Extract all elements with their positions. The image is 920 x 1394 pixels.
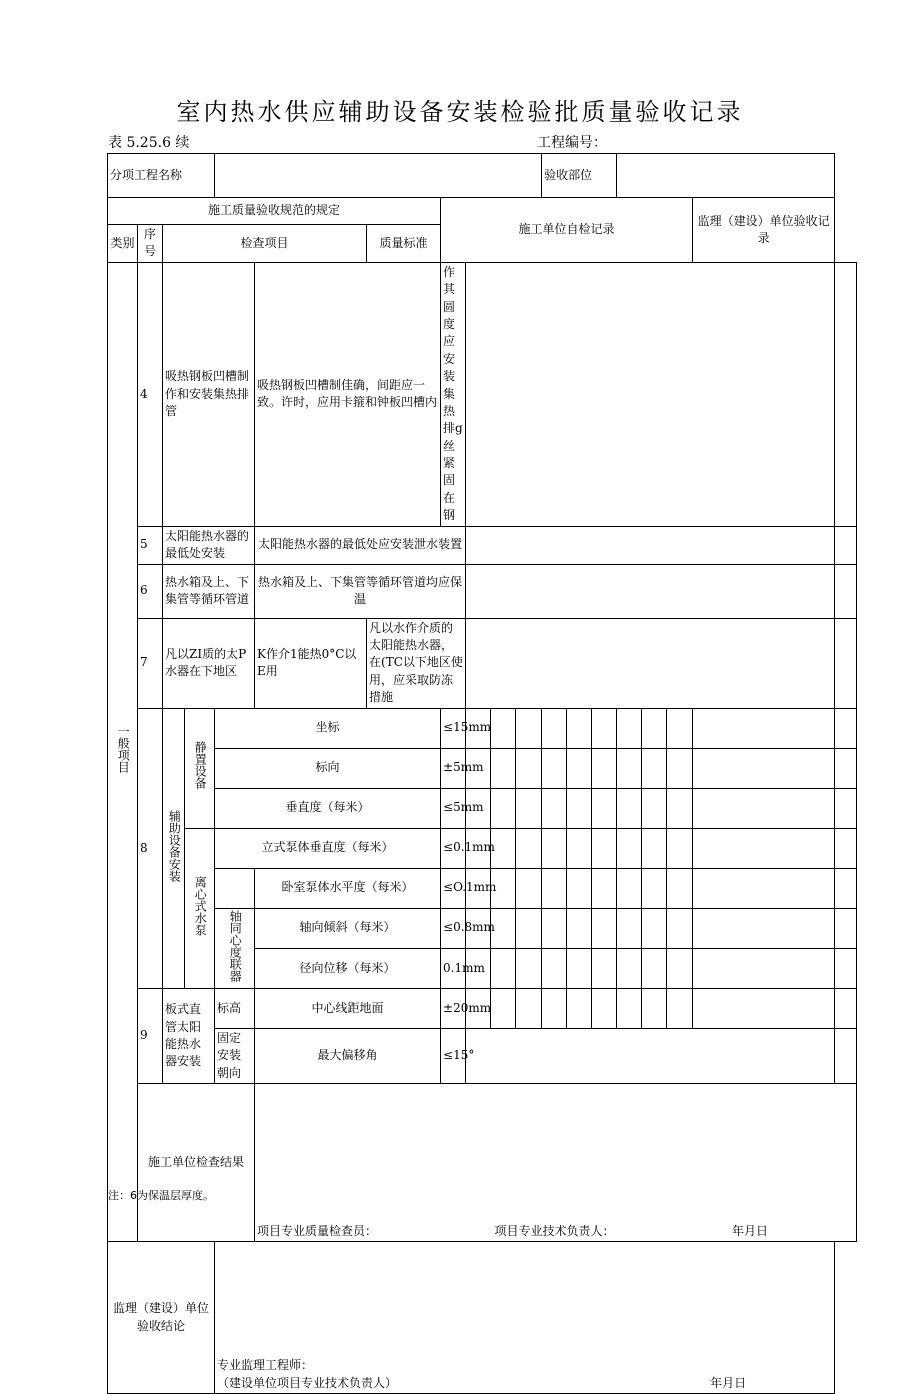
- table-row: [108, 708, 857, 748]
- header-row: [108, 154, 857, 198]
- supervision-cell[interactable]: [835, 748, 857, 788]
- quality-standard: ≤5mm: [441, 788, 466, 828]
- measure-cell[interactable]: [592, 988, 617, 1028]
- measure-cell[interactable]: [642, 748, 667, 788]
- measure-cell[interactable]: [542, 948, 567, 988]
- table-row: [108, 868, 857, 908]
- construction-result-label: 施工单位检查结果: [138, 1084, 255, 1242]
- owner-rep-label: （建设单位项目专业技术负责人）: [217, 1375, 398, 1390]
- measure-cell[interactable]: [567, 948, 592, 988]
- measure-cell[interactable]: [542, 868, 567, 908]
- row-seq: 9: [138, 988, 163, 1083]
- row-seq: 7: [138, 618, 163, 708]
- supervision-cell[interactable]: [835, 948, 857, 988]
- measure-cell[interactable]: [693, 948, 835, 988]
- tech-leader-label: 项目专业技术负责人：: [494, 1223, 615, 1238]
- check-item: 卧室泵体水平度（每米）: [255, 868, 441, 908]
- row9-group: 板式直管太阳能热水器安装: [163, 988, 215, 1083]
- measure-cell[interactable]: [516, 908, 542, 948]
- quality-standard: ≤O.1mm: [441, 868, 466, 908]
- measure-cell[interactable]: [592, 748, 617, 788]
- row-item: 太阳能热水器的最低处安装: [163, 526, 255, 564]
- row-std: 太阳能热水器的最低处应安装泄水装置: [255, 526, 466, 564]
- table-row: [108, 748, 857, 788]
- self-check-label: 施工单位自检记录: [441, 198, 693, 263]
- measure-cell[interactable]: [542, 788, 567, 828]
- quality-std-label: 质量标准: [367, 225, 441, 263]
- supervision-cell[interactable]: [835, 564, 857, 618]
- measure-cell[interactable]: [617, 748, 642, 788]
- coupling-label: 轴同心度联器: [215, 908, 255, 988]
- measure-cell[interactable]: [567, 708, 592, 748]
- check-item: 径向位移（每米）: [255, 948, 441, 988]
- measure-cell[interactable]: [516, 948, 542, 988]
- acceptance-part-value[interactable]: [617, 154, 835, 198]
- measure-cell[interactable]: [667, 748, 693, 788]
- supervision-conclusion-label: 监理（建设）单位验收结论: [108, 1242, 215, 1394]
- supervision-cell[interactable]: [835, 1028, 857, 1083]
- table-row: [108, 828, 857, 868]
- measure-cell[interactable]: [617, 948, 642, 988]
- measure-cell[interactable]: [693, 748, 835, 788]
- supervision-cell[interactable]: [835, 262, 857, 526]
- project-number-label: 工程编号：: [537, 135, 607, 151]
- subproject-label: 分项工程名称: [108, 154, 215, 198]
- supervision-cell[interactable]: [835, 526, 857, 564]
- supervision-cell[interactable]: [835, 828, 857, 868]
- supervision-conclusion-row: [108, 1242, 857, 1394]
- category-general: 一般项目: [108, 262, 138, 1241]
- row-std: 凡以水作介质的太阳能热水器，在(TC以下地区使用，应采取防冻措施: [367, 618, 466, 708]
- measure-cell[interactable]: [592, 948, 617, 988]
- measure-cell[interactable]: [542, 708, 567, 748]
- quality-standard: ≤0.1mm: [441, 828, 466, 868]
- measure-cell[interactable]: [592, 788, 617, 828]
- table-row: [108, 908, 857, 948]
- measure-cell[interactable]: [542, 988, 567, 1028]
- row-item: 凡以ZI质的太P水器在下地区: [163, 618, 255, 708]
- row-seq: 6: [138, 564, 163, 618]
- table-row: [108, 788, 857, 828]
- measure-cell[interactable]: [667, 868, 693, 908]
- centrifugal-pump-label: 离心式水泵: [185, 828, 215, 988]
- measure-cell[interactable]: [567, 908, 592, 948]
- measure-cell[interactable]: [542, 748, 567, 788]
- table-row: [108, 618, 857, 708]
- measure-cell[interactable]: [542, 828, 567, 868]
- static-equipment-label: 静置设备: [185, 708, 215, 828]
- supervision-cell[interactable]: [835, 788, 857, 828]
- measure-cell[interactable]: [592, 708, 617, 748]
- self-check-cell[interactable]: [466, 1028, 835, 1083]
- measure-cell[interactable]: [516, 988, 542, 1028]
- self-check-cell[interactable]: [466, 262, 835, 526]
- measure-cell[interactable]: [642, 988, 667, 1028]
- construction-result-cell[interactable]: [255, 1084, 857, 1242]
- check-item: 立式泵体垂直度（每米）: [215, 828, 441, 868]
- measure-cell[interactable]: [592, 828, 617, 868]
- measure-cell[interactable]: [617, 868, 642, 908]
- measure-cell[interactable]: [617, 908, 642, 948]
- measure-cell[interactable]: [693, 828, 835, 868]
- supervision-date: 年月日: [710, 1375, 747, 1390]
- table-row: [108, 564, 857, 618]
- row-seq: 5: [138, 526, 163, 564]
- blank-cell: [215, 868, 255, 908]
- measure-cell[interactable]: [693, 868, 835, 908]
- measure-cell[interactable]: [693, 708, 835, 748]
- supervision-cell[interactable]: [835, 868, 857, 908]
- acceptance-part-label: 验收部位: [542, 154, 617, 198]
- measure-cell[interactable]: [642, 948, 667, 988]
- category-label: 类别: [108, 225, 138, 263]
- measure-cell[interactable]: [693, 988, 835, 1028]
- measure-cell[interactable]: [516, 748, 542, 788]
- supervision-cell[interactable]: [835, 988, 857, 1028]
- row9-sub2: 固定安装朝向: [215, 1028, 255, 1083]
- subproject-value[interactable]: [215, 154, 542, 198]
- measure-cell[interactable]: [693, 908, 835, 948]
- table-number: 表 5.25.6 续: [108, 135, 190, 151]
- table-row: [108, 526, 857, 564]
- measure-cell[interactable]: [693, 788, 835, 828]
- measure-cell[interactable]: [542, 908, 567, 948]
- supervision-cell[interactable]: [835, 708, 857, 748]
- row9-sub1: 标高: [215, 988, 255, 1028]
- measure-cell[interactable]: [567, 748, 592, 788]
- measure-cell[interactable]: [491, 988, 516, 1028]
- page-title: 室内热水供应辅助设备安装检验批质量验收记录: [176, 98, 744, 126]
- measure-cell[interactable]: [491, 948, 516, 988]
- measure-cell[interactable]: [617, 828, 642, 868]
- supervision-label: 监理（建设）单位验收记录: [693, 198, 835, 263]
- row-std-extra: 作其圆度应安装集热排g丝紧固在钢: [441, 262, 466, 526]
- measure-cell[interactable]: [667, 828, 693, 868]
- check-item-label: 检查项目: [163, 225, 367, 263]
- supervising-engineer-label: 专业监理工程师：: [217, 1358, 314, 1373]
- measure-cell[interactable]: [516, 788, 542, 828]
- construction-result-row: [108, 1084, 857, 1242]
- measure-cell[interactable]: [667, 948, 693, 988]
- quality-standard: ±20mm: [441, 988, 466, 1028]
- construction-date: 年月日: [731, 1223, 768, 1238]
- measure-cell[interactable]: [567, 788, 592, 828]
- quality-standard: ±5mm: [441, 748, 466, 788]
- quality-inspector-label: 项目专业质量检查员：: [257, 1223, 378, 1238]
- self-check-cell[interactable]: [466, 526, 835, 564]
- row-seq: 8: [138, 708, 163, 988]
- supervision-cell[interactable]: [835, 908, 857, 948]
- measure-cell[interactable]: [667, 708, 693, 748]
- table-row: [108, 1028, 857, 1083]
- check-item: 轴向倾斜（每米）: [255, 908, 441, 948]
- row8-group: 辅助设备安装: [163, 708, 185, 988]
- measure-cell[interactable]: [642, 828, 667, 868]
- table-row: [108, 262, 857, 526]
- check-item: 中心线距地面: [255, 988, 441, 1028]
- row-item: 热水箱及上、下集管等循环管道: [163, 564, 255, 618]
- measure-cell[interactable]: [592, 908, 617, 948]
- measure-cell[interactable]: [617, 708, 642, 748]
- quality-standard: ≤0.8mm: [441, 908, 466, 948]
- measure-cell[interactable]: [516, 708, 542, 748]
- row-item-extra: K作介1能热0°C以E用: [255, 618, 367, 708]
- measure-cell[interactable]: [516, 868, 542, 908]
- measure-cell[interactable]: [567, 988, 592, 1028]
- row-item: 吸热钢板凹槽制作和安装集热排管: [163, 262, 255, 526]
- measure-cell[interactable]: [617, 788, 642, 828]
- quality-standard: ≤15°: [441, 1028, 466, 1083]
- spec-label: 施工质量验收规范的规定: [108, 198, 441, 225]
- quality-standard: ≤15mm: [441, 708, 466, 748]
- measure-cell[interactable]: [667, 908, 693, 948]
- measure-cell[interactable]: [667, 788, 693, 828]
- table-row: [108, 988, 857, 1028]
- acceptance-record-table: [107, 153, 857, 1394]
- supervision-conclusion-cell[interactable]: [215, 1242, 835, 1394]
- quality-standard: 0.1mm: [441, 948, 466, 988]
- measure-cell[interactable]: [592, 868, 617, 908]
- self-check-cell[interactable]: [466, 564, 835, 618]
- check-item: 坐标: [215, 708, 441, 748]
- self-check-cell[interactable]: [466, 618, 835, 708]
- measure-cell[interactable]: [642, 708, 667, 748]
- footnote: 注：6为保温层厚度。: [108, 1189, 214, 1202]
- seq-label: 序号: [138, 225, 163, 263]
- measure-cell[interactable]: [617, 988, 642, 1028]
- supervision-cell[interactable]: [835, 618, 857, 708]
- check-item: 标向: [215, 748, 441, 788]
- row-std: 热水箱及上、下集管等循环管道均应保温: [255, 564, 466, 618]
- measure-cell[interactable]: [667, 988, 693, 1028]
- row-seq: 4: [138, 262, 163, 526]
- measure-cell[interactable]: [642, 788, 667, 828]
- measure-cell[interactable]: [567, 828, 592, 868]
- measure-cell[interactable]: [516, 828, 542, 868]
- measure-cell[interactable]: [642, 868, 667, 908]
- row-std: 吸热钢板凹槽制佳确，间距应一致。许时，应用卡箍和钟板凹槽内: [255, 262, 441, 526]
- measure-cell[interactable]: [567, 868, 592, 908]
- measure-cell[interactable]: [491, 708, 516, 748]
- measure-cell[interactable]: [491, 748, 516, 788]
- measure-cell[interactable]: [642, 908, 667, 948]
- check-item: 垂直度（每米）: [215, 788, 441, 828]
- check-item: 最大偏移角: [255, 1028, 441, 1083]
- measure-cell[interactable]: [491, 788, 516, 828]
